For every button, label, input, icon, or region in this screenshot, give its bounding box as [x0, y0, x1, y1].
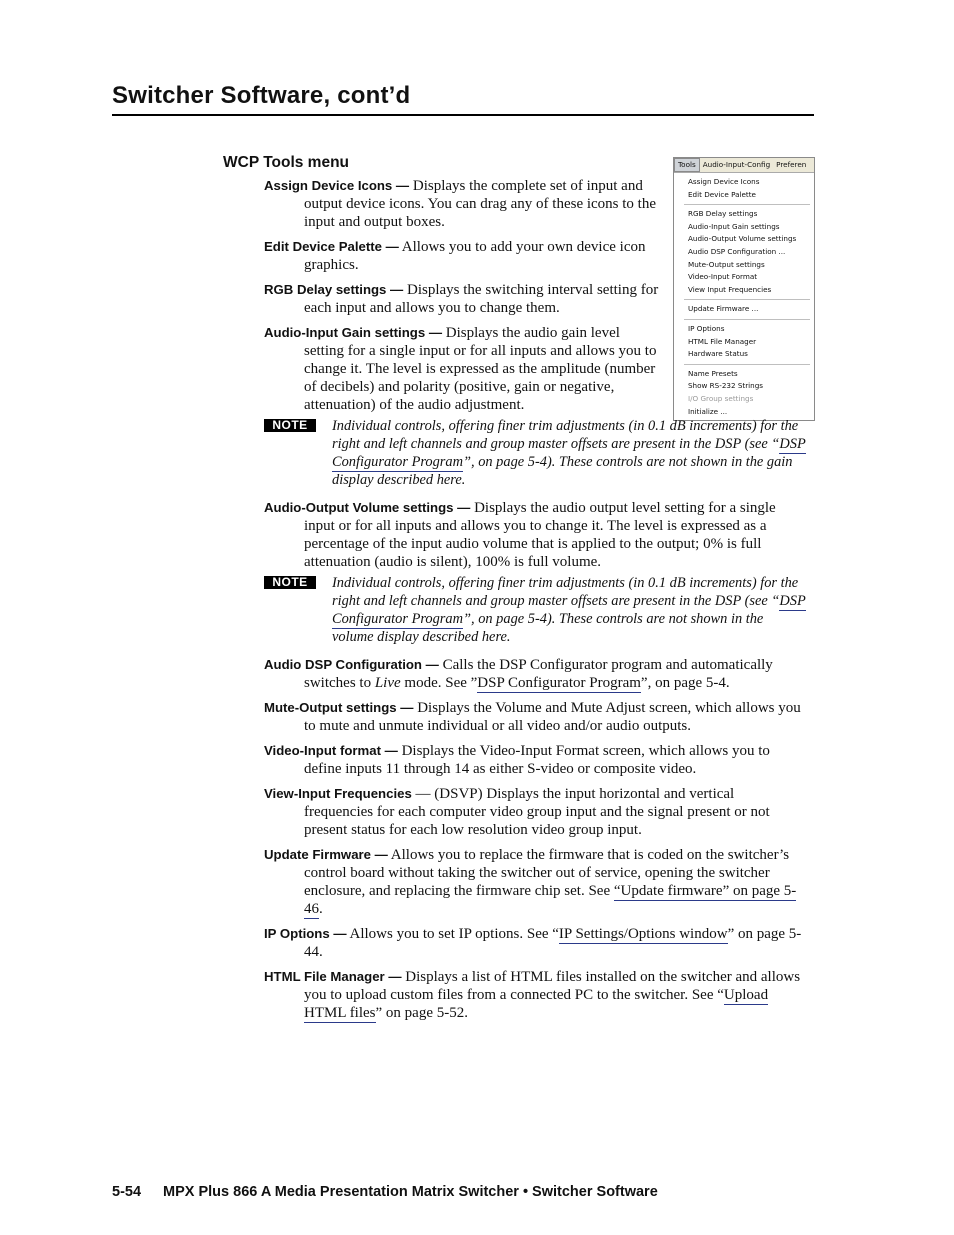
menu-item[interactable]: Hardware Status	[688, 349, 748, 359]
menubar-item[interactable]: Audio-Input-Config	[702, 160, 771, 169]
link-dsp-configurator[interactable]: DSP Configurator Program	[477, 675, 641, 691]
link-update-firmware[interactable]: “Update firmware” on page 5-46	[304, 883, 797, 917]
page-footer	[112, 1184, 658, 1200]
title-rule	[112, 114, 814, 116]
menu-item[interactable]: Audio DSP Configuration ...	[688, 246, 786, 256]
link-dsp-configurator[interactable]: DSP Configurator Program	[332, 593, 806, 627]
entry-mute-output: Mute-Output settings — Displays the Volume and Mute Adjust screen, which allows you to mute and unmute individual or all video and/or audio outputs.	[264, 700, 801, 734]
entry-edit-device-palette: Edit Device Palette — Allows you to add your own device icon graphics.	[264, 239, 646, 273]
menu-item[interactable]: View Input Frequencies	[688, 284, 772, 294]
link-dsp-configurator[interactable]: DSP Configurator Program	[332, 436, 806, 470]
menu-item[interactable]: Assign Device Icons	[688, 177, 760, 186]
menu-item[interactable]: Edit Device Palette	[688, 189, 756, 199]
menu-item[interactable]: RGB Delay settings	[688, 209, 758, 219]
menu-item[interactable]: HTML File Manager	[688, 336, 757, 346]
menu-item[interactable]: Name Presets	[688, 368, 738, 378]
section-heading: WCP Tools menu	[223, 154, 350, 171]
note-badge: NOTE	[264, 576, 316, 589]
menu-item[interactable]: Audio-Output Volume settings	[688, 234, 797, 244]
menu-item[interactable]: Audio-Input Gain settings	[688, 221, 780, 231]
menu-item[interactable]: I/O Group settings	[688, 393, 754, 403]
page-title: Switcher Software, cont’d	[112, 82, 411, 109]
body-text	[264, 177, 806, 1029]
entry-view-input-frequencies: View-Input Frequencies — (DSVP) Displays the input horizontal and vertical frequencies for each computer video group input and the signal present or not present status for each low resolution video group input.	[264, 786, 770, 838]
entry-audio-output-volume: Audio-Output Volume settings — Displays the audio output level setting for a single input or for all inputs and allows you to change it. The level is expressed as a percentage of the input audio volume that is applied to the output; 0% is full attenuation (audio is silent), 100% is full volume.	[264, 500, 776, 570]
menu-item[interactable]: Mute-Output settings	[688, 259, 765, 269]
entry-ip-options: IP Options — Allows you to set IP options. See “IP Settings/Options window” on page 5-44.	[264, 926, 802, 960]
menubar-item[interactable]: Tools	[674, 158, 700, 172]
footer-text: MPX Plus 866 A Media Presentation Matrix Switcher • Switcher Software	[163, 1184, 658, 1200]
page-number: 5-54	[112, 1184, 142, 1200]
link-upload-html-files[interactable]: Upload HTML files	[304, 987, 769, 1021]
entry-assign-device-icons: Assign Device Icons — Displays the complete set of input and output device icons. You can drag any of these icons to the input and output boxes.	[264, 178, 657, 230]
link-ip-settings[interactable]: IP Settings/Options window	[558, 926, 728, 942]
menu-item[interactable]: Initialize ...	[688, 406, 728, 416]
entry-video-input-format: Video-Input format — Displays the Video-Input Format screen, which allows you to define inputs 11 through 14 as either S-video or composite video.	[264, 743, 770, 777]
menu-item[interactable]: Video-Input Format	[688, 272, 758, 282]
entry-update-firmware: Update Firmware — Allows you to replace the firmware that is coded on the switcher’s control board without taking the switcher out of service, opening the switcher enclosure, and replacing the firmware chip set. See “Update firmware” on page 5-46.	[264, 847, 797, 917]
note-volume: NOTE Individual controls, offering finer trim adjustments (in 0.1 dB increments) for the right and left channels and group master offsets are present in the DSP (see “DSP Configurator Program”, on page 5-4). These controls are not shown in the volume display described here.	[264, 574, 806, 646]
menu-item[interactable]: Update Firmware ...	[688, 304, 759, 314]
note-gain: NOTE Individual controls, offering finer trim adjustments (in 0.1 dB increments) for the right and left channels and group master offsets are present in the DSP (see “DSP Configurator Program”, on page 5-4). These controls are not shown in the gain display described here.	[264, 417, 806, 489]
note-badge: NOTE	[264, 419, 316, 432]
entry-rgb-delay: RGB Delay settings — Displays the switching interval setting for each input and allows you to change them.	[264, 282, 659, 316]
menu-item[interactable]: Show RS-232 Strings	[688, 381, 764, 391]
menu-bar	[674, 158, 814, 173]
menu-item[interactable]: IP Options	[688, 323, 725, 333]
entry-audio-input-gain: Audio-Input Gain settings — Displays the audio gain level setting for a single input or for all inputs and allows you to change it. The level is expressed as the amplitude (number of decibels) and polarity (positive, gain or negative, attenuation) of the audio adjustment.	[264, 325, 657, 413]
menubar-item[interactable]: Preferen	[776, 160, 807, 169]
entry-audio-dsp-configuration: Audio DSP Configuration — Calls the DSP Configurator program and automatically switches to Live mode. See ”DSP Configurator Program”, on page 5-4.	[264, 657, 773, 691]
entry-html-file-manager: HTML File Manager — Displays a list of HTML files installed on the switcher and allows you to upload custom files from a connected PC to the switcher. See “Upload HTML files” on page 5-52.	[264, 969, 801, 1021]
